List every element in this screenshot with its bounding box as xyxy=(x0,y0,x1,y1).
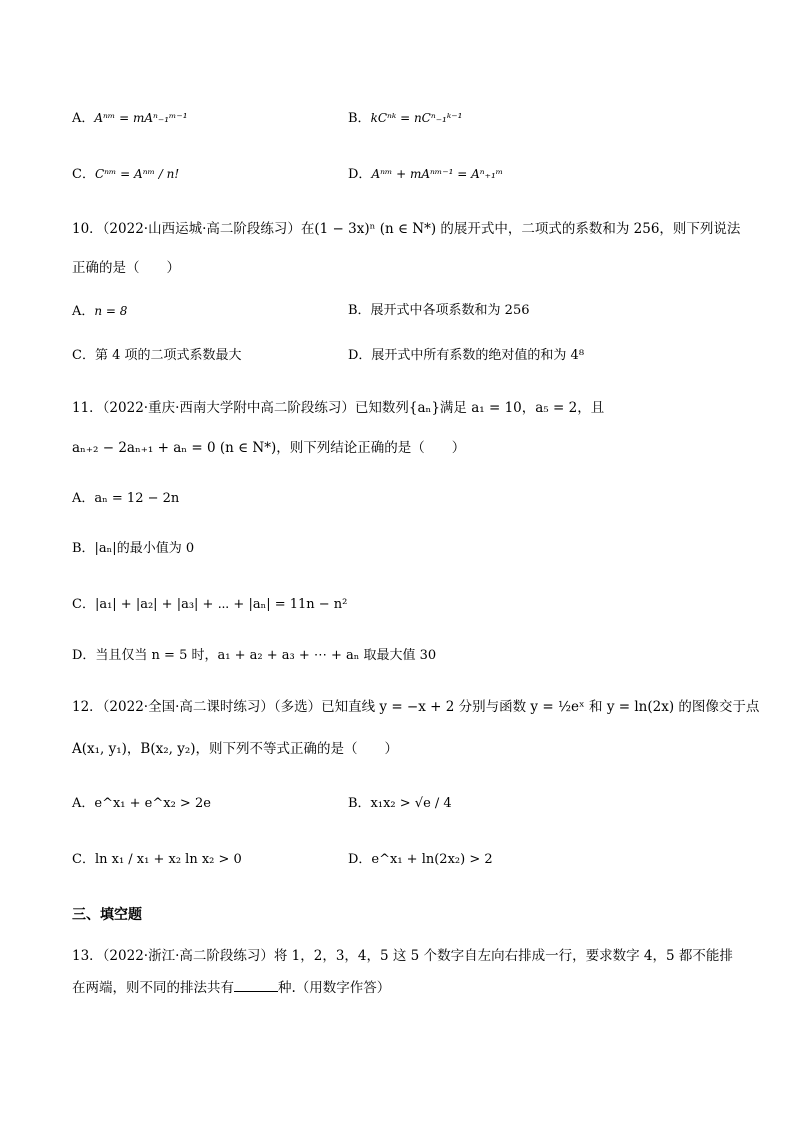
q12-option-b: B．x₁x₂ > √e / 4 xyxy=(348,796,452,811)
option-letter: D． xyxy=(348,167,372,182)
q9-option-d xyxy=(348,164,503,185)
q10-stem-line1: 10．（2022·山西运城·高二阶段练习）在(1 − 3x)ⁿ (n ∈ N*) 的展开式中，二项式的系数和为 256，则下列说法 xyxy=(72,221,741,237)
q12-stem-line1: 12．（2022·全国·高二课时练习）（多选）已知直线 y = −x + 2 分别与函数 y = ½eˣ 和 y = ln(2x) 的图像交于点 xyxy=(72,699,760,715)
q9-option-a xyxy=(72,108,188,129)
q10-option-c: C．第 4 项的二项式系数最大 xyxy=(72,348,242,363)
q11-stem-line1: 11．（2022·重庆·西南大学附中高二阶段练习）已知数列{aₙ}满足 a₁ = 10，a₅ = 2，且 xyxy=(72,400,605,416)
q9-option-b-formula: kCⁿᵏ = nCⁿ₋₁ᵏ⁻¹ xyxy=(370,111,463,125)
q10-option-a-formula: n = 8 xyxy=(94,304,128,318)
q11-stem-line2: aₙ₊₂ − 2aₙ₊₁ + aₙ = 0 (n ∈ N*)，则下列结论正确的是（ ） xyxy=(72,440,466,456)
option-letter: A． xyxy=(72,304,95,319)
q9-option-c xyxy=(72,164,179,185)
q13-stem-line2-pre: 在两端，则不同的排法共有 xyxy=(72,980,234,996)
answer-blank[interactable] xyxy=(234,977,278,992)
q9-option-b xyxy=(348,108,462,129)
q11-option-b: B．|aₙ|的最小值为 0 xyxy=(72,541,195,556)
option-letter: C． xyxy=(72,167,95,182)
q13-stem-line2-post: 种.（用数字作答） xyxy=(278,980,391,996)
q12-option-c: C．ln x₁ / x₁ + x₂ ln x₂ > 0 xyxy=(72,852,242,867)
q10-option-a xyxy=(72,301,127,322)
section-title-fill-in: 三、填空题 xyxy=(72,907,142,923)
q9-option-d-formula: Aⁿᵐ + mAⁿᵐ⁻¹ = Aⁿ₊₁ᵐ xyxy=(371,167,504,181)
q10-stem-line2: 正确的是（ ） xyxy=(72,260,180,276)
q9-option-c-formula: Cⁿᵐ = Aⁿᵐ / n! xyxy=(94,167,180,181)
q12-stem-line2: A(x₁, y₁)，B(x₂, y₂)，则下列不等式正确的是（ ） xyxy=(72,741,399,757)
q11-option-a: A．aₙ = 12 − 2n xyxy=(72,491,180,506)
q10-option-b: B．展开式中各项系数和为 256 xyxy=(348,303,530,318)
option-letter: B． xyxy=(348,111,371,126)
q12-option-a: A．e^x₁ + e^x₂ > 2e xyxy=(72,796,211,811)
q10-option-d: D．展开式中所有系数的绝对值的和为 4⁸ xyxy=(348,348,585,363)
q11-option-d: D．当且仅当 n = 5 时，a₁ + a₂ + a₃ + ⋯ + aₙ 取最大值 30 xyxy=(72,648,437,663)
q11-option-c: C．|a₁| + |a₂| + |a₃| + ⋯ + |aₙ| = 11n − n² xyxy=(72,597,348,612)
q13-stem-line2 xyxy=(72,977,390,998)
q13-stem-line1: 13．（2022·浙江·高二阶段练习）将 1，2，3，4，5 这 5 个数字自左向右排成一行，要求数字 4，5 都不能排 xyxy=(72,948,733,964)
q12-option-d: D．e^x₁ + ln(2x₂) > 2 xyxy=(348,852,493,867)
q9-option-a-formula: Aⁿᵐ = mAⁿ₋₁ᵐ⁻¹ xyxy=(94,111,188,125)
option-letter: A． xyxy=(72,111,95,126)
